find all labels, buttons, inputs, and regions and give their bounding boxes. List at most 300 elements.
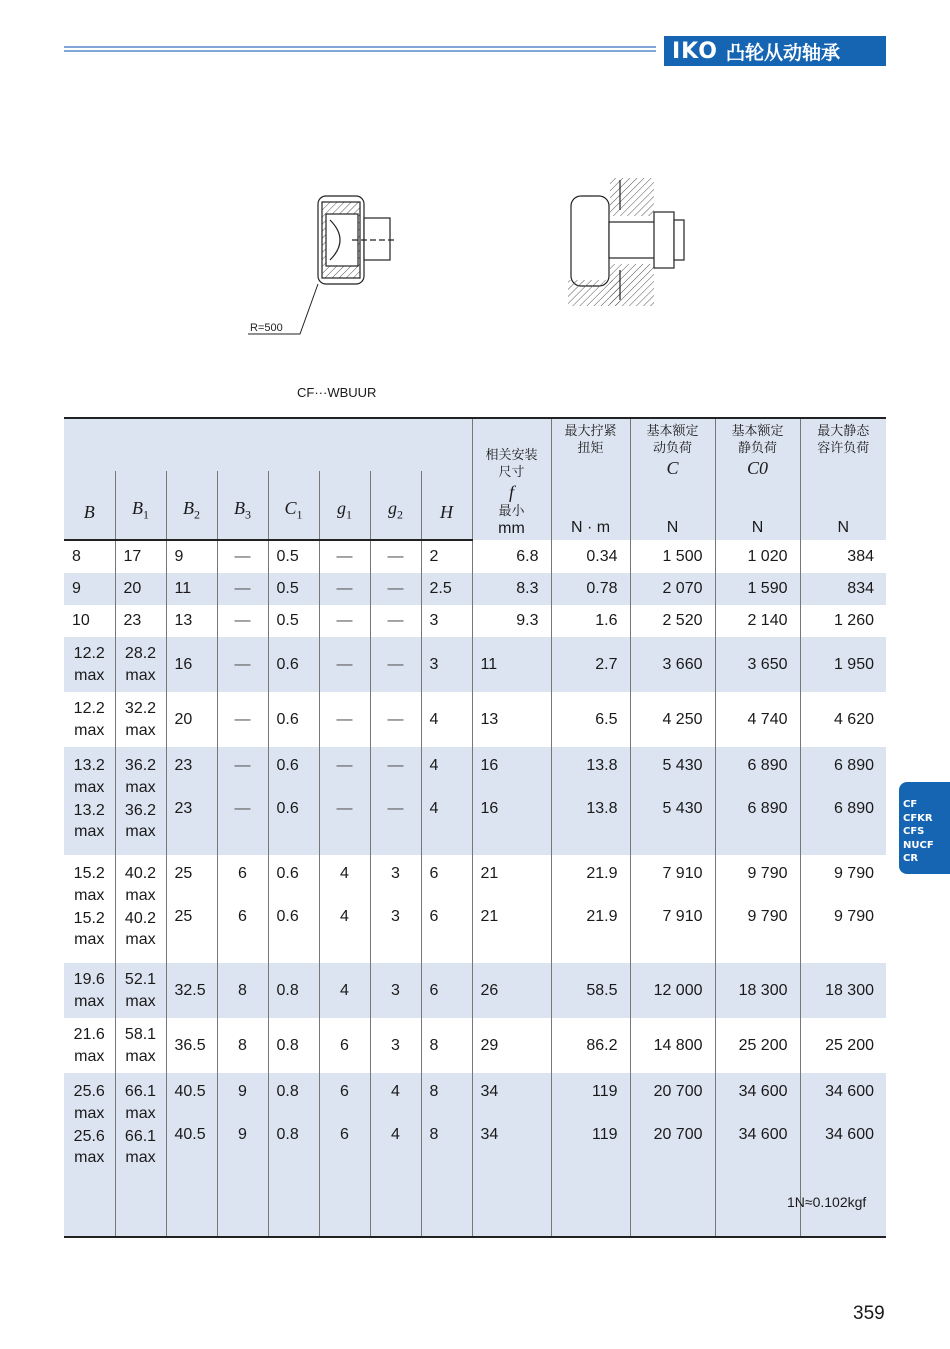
table-cell xyxy=(319,637,370,692)
table-cell xyxy=(166,747,217,855)
table-cell xyxy=(715,963,800,1018)
cell-value: 0.78 xyxy=(586,580,618,597)
cell-value: 20 700 xyxy=(653,1126,703,1143)
col-header-dynamic-load: 基本额定 动负荷 C N xyxy=(630,418,715,540)
cell-value: 18 300 xyxy=(738,981,788,999)
drawing-caption: CF···WBUUR xyxy=(297,385,377,400)
table-cell xyxy=(64,605,115,637)
table-cell xyxy=(64,637,115,692)
header-rule xyxy=(64,46,656,54)
table-cell xyxy=(115,963,166,1018)
cell-dash: — xyxy=(336,800,353,817)
cell-dash: — xyxy=(234,710,251,728)
cell-dash: — xyxy=(234,800,251,817)
table-cell xyxy=(115,540,166,573)
cell-value: 0.6 xyxy=(276,865,299,882)
table-cell xyxy=(715,637,800,692)
header-blank xyxy=(64,418,472,471)
cell-dash: — xyxy=(336,612,353,629)
table-cell xyxy=(630,963,715,1018)
table-cell xyxy=(217,855,268,963)
table-cell xyxy=(630,1073,715,1237)
table-cell xyxy=(268,540,319,573)
cell-value: 15.2 xyxy=(73,865,105,882)
table-row xyxy=(64,573,886,605)
cell-value: 6 890 xyxy=(833,757,874,774)
table-cell xyxy=(268,573,319,605)
cell-value: 0.8 xyxy=(276,981,299,999)
table-cell xyxy=(166,637,217,692)
table-cell xyxy=(630,637,715,692)
table-cell xyxy=(630,605,715,637)
cell-value: 40.2 xyxy=(124,865,157,882)
cell-value: 119 xyxy=(591,1083,618,1100)
table-cell xyxy=(630,1018,715,1073)
side-tab-item: CFKR xyxy=(903,812,933,824)
table-cell xyxy=(472,637,551,692)
table-cell xyxy=(800,1018,886,1073)
table-cell xyxy=(268,637,319,692)
cell-dash: — xyxy=(387,757,404,774)
cell-value: 9 xyxy=(238,1083,247,1100)
cell-value: 0.34 xyxy=(586,547,618,565)
cell-value: 8.3 xyxy=(516,580,539,597)
cell-dash: — xyxy=(336,548,353,565)
cell-value: 0.5 xyxy=(276,580,299,597)
cell-value: 4 xyxy=(429,757,439,774)
table-cell xyxy=(64,540,115,573)
cell-value: 0.8 xyxy=(276,1083,299,1100)
cell-value: 12.2 xyxy=(73,700,105,717)
col-header-B2: $B_2$ xyxy=(166,471,217,540)
cell-value: 19.6 xyxy=(73,971,105,988)
cell-value: 4 xyxy=(340,981,349,999)
table-row xyxy=(64,637,886,692)
cell-value: 32.2 xyxy=(124,700,157,717)
table-cell xyxy=(115,855,166,963)
header-banner xyxy=(664,36,886,66)
table-row xyxy=(64,963,886,1018)
table-cell xyxy=(370,963,421,1018)
col-header-B: B xyxy=(64,471,115,540)
table-cell xyxy=(166,605,217,637)
page-title: 凸轮从动轴承 xyxy=(725,41,840,64)
cell-value: 16 xyxy=(480,757,499,774)
table-cell xyxy=(715,1018,800,1073)
cell-dash: — xyxy=(387,580,404,597)
cell-value: 4 740 xyxy=(747,710,788,728)
cell-dash: — xyxy=(387,612,404,629)
table-cell xyxy=(319,855,370,963)
cell-value: 58.5 xyxy=(586,981,618,999)
table-cell xyxy=(64,963,115,1018)
cell-value: 8 xyxy=(238,1036,247,1054)
table-cell xyxy=(715,573,800,605)
cell-dash: — xyxy=(336,710,353,728)
cell-value: 9 xyxy=(72,580,81,597)
col-header-B3: $B_3$ xyxy=(217,471,268,540)
cell-value: 2.5 xyxy=(429,580,452,597)
table-cell xyxy=(370,637,421,692)
cell-value: 21 xyxy=(480,908,499,925)
table-cell xyxy=(319,1018,370,1073)
cross-section-drawing xyxy=(248,196,396,334)
cell-value: 4 xyxy=(340,865,349,882)
table-cell xyxy=(472,1018,551,1073)
cell-value: 6 xyxy=(429,981,439,999)
table-cell xyxy=(421,1018,472,1073)
cell-max-label: max xyxy=(125,778,156,796)
cell-value: 3 660 xyxy=(662,655,703,673)
table-cell xyxy=(217,963,268,1018)
cell-value: 3 xyxy=(391,865,400,882)
cell-value: 0.6 xyxy=(276,908,299,925)
cell-dash: — xyxy=(234,548,251,565)
cell-max-label: max xyxy=(125,666,156,684)
table-cell xyxy=(551,855,630,963)
table-cell xyxy=(217,692,268,747)
cell-value: 3 xyxy=(429,612,439,629)
cell-value: 15.2 xyxy=(73,909,105,927)
cell-value: 6 xyxy=(340,1126,349,1143)
cell-value: 34 xyxy=(480,1126,499,1143)
table-cell xyxy=(115,605,166,637)
cell-dash: — xyxy=(336,580,353,597)
bearing-drawings xyxy=(0,150,950,400)
table-cell xyxy=(115,747,166,855)
cell-value: 2 520 xyxy=(662,612,703,629)
cell-value: 34 xyxy=(480,1083,499,1100)
table-cell xyxy=(319,692,370,747)
table-cell xyxy=(800,573,886,605)
cell-value: 21.6 xyxy=(73,1026,105,1043)
col-header-g2: $g_2$ xyxy=(370,471,421,540)
table-cell xyxy=(630,747,715,855)
table-cell xyxy=(472,540,551,573)
cell-value: 4 xyxy=(429,710,439,728)
table-cell xyxy=(715,692,800,747)
cell-value: 34 600 xyxy=(825,1126,874,1143)
cell-value: 6 890 xyxy=(833,800,874,817)
table-cell xyxy=(370,605,421,637)
cell-value: 21.9 xyxy=(586,865,618,882)
cell-value: 58.1 xyxy=(124,1026,157,1043)
cell-max-label: max xyxy=(125,931,156,948)
table-row xyxy=(64,540,886,573)
cell-value: 8 xyxy=(238,981,247,999)
cell-value: 8 xyxy=(429,1126,439,1143)
table-cell xyxy=(64,1073,115,1237)
table-cell xyxy=(217,573,268,605)
table-cell xyxy=(115,573,166,605)
table-cell xyxy=(715,540,800,573)
cell-dash: — xyxy=(234,655,251,673)
cell-value: 36.2 xyxy=(124,757,157,774)
cell-max-label: max xyxy=(74,1104,105,1122)
table-row xyxy=(64,1018,886,1073)
cell-value: 8 xyxy=(429,1083,439,1100)
cell-value: 6 xyxy=(238,865,247,882)
table-cell xyxy=(800,963,886,1018)
table-cell xyxy=(166,573,217,605)
cell-value: 52.1 xyxy=(124,971,157,988)
table-cell xyxy=(630,540,715,573)
cell-value: 40.5 xyxy=(174,1083,206,1100)
cell-value: 86.2 xyxy=(586,1036,618,1054)
cell-value: 20 xyxy=(123,580,142,597)
table-cell xyxy=(370,1018,421,1073)
table-cell xyxy=(64,692,115,747)
table-cell xyxy=(370,855,421,963)
cell-value: 1 590 xyxy=(747,580,788,597)
cell-value: 23 xyxy=(123,612,142,629)
cell-dash: — xyxy=(234,757,251,774)
cell-value: 3 650 xyxy=(747,655,788,673)
cell-value: 4 620 xyxy=(833,710,874,728)
side-index-tab[interactable] xyxy=(899,782,950,874)
cell-max-label: max xyxy=(74,992,105,1010)
mounting-drawing xyxy=(568,178,684,306)
cell-value: 12 000 xyxy=(653,981,703,999)
table-row xyxy=(64,692,886,747)
table-cell xyxy=(166,1073,217,1237)
cell-value: 4 xyxy=(340,908,349,925)
cell-value: 9 790 xyxy=(833,865,874,882)
cell-value: 3 xyxy=(391,908,400,925)
table-cell xyxy=(472,747,551,855)
table-cell xyxy=(421,1073,472,1237)
cell-value: 13.2 xyxy=(73,757,105,774)
table-cell xyxy=(551,573,630,605)
cell-max-label: max xyxy=(74,666,105,684)
cell-value: 13 xyxy=(174,612,193,629)
cell-value: 8 xyxy=(72,548,81,565)
cell-value: 18 300 xyxy=(825,981,874,999)
table-cell xyxy=(800,692,886,747)
table-cell xyxy=(421,637,472,692)
table-cell xyxy=(472,692,551,747)
cell-value: 16 xyxy=(174,655,193,673)
cell-value: 2 070 xyxy=(662,580,703,597)
side-tab-item: CFS xyxy=(903,826,925,837)
cell-value: 66.1 xyxy=(124,1127,157,1145)
side-tab-item: CR xyxy=(903,853,919,864)
cell-value: 3 xyxy=(391,981,400,999)
table-cell xyxy=(370,1073,421,1237)
cell-dash: — xyxy=(387,800,404,817)
cell-max-label: max xyxy=(74,1149,105,1166)
table-cell xyxy=(551,637,630,692)
cell-value: 29 xyxy=(480,1036,499,1054)
cell-value: 9 xyxy=(174,548,184,565)
cell-value: 25 xyxy=(174,908,193,925)
cell-value: 0.5 xyxy=(276,612,299,629)
cell-value: 25 200 xyxy=(738,1036,788,1054)
cell-value: 8 xyxy=(429,1036,439,1054)
cell-value: 6 xyxy=(238,908,247,925)
cell-dash: — xyxy=(336,655,353,673)
table-cell xyxy=(630,692,715,747)
table-cell xyxy=(115,637,166,692)
col-header-B1: $B_1$ xyxy=(115,471,166,540)
cell-value: 16 xyxy=(480,800,499,817)
cell-value: 36.5 xyxy=(174,1036,206,1054)
table-cell xyxy=(630,573,715,605)
cell-value: 34 600 xyxy=(738,1083,788,1100)
table-cell xyxy=(115,1073,166,1237)
cell-value: 4 xyxy=(429,800,439,817)
table-cell xyxy=(166,855,217,963)
table-cell xyxy=(64,1018,115,1073)
cell-max-label: max xyxy=(74,823,105,840)
table-cell xyxy=(217,747,268,855)
cell-value: 0.6 xyxy=(276,655,299,673)
cell-value: 5 430 xyxy=(662,757,703,774)
cell-value: 13.8 xyxy=(586,757,618,774)
col-header-max-static-load: 最大静态 容许负荷 N xyxy=(800,418,886,540)
cell-value: 14 800 xyxy=(653,1036,703,1054)
cell-value: 6 xyxy=(340,1036,349,1054)
table-row xyxy=(64,747,886,855)
table-cell xyxy=(217,605,268,637)
table-cell xyxy=(166,963,217,1018)
cell-value: 9 790 xyxy=(747,865,788,882)
table-cell xyxy=(472,605,551,637)
cell-value: 1.6 xyxy=(595,612,618,629)
cell-value: 6 xyxy=(340,1083,349,1100)
table-cell xyxy=(166,1018,217,1073)
table-cell xyxy=(800,540,886,573)
cell-value: 40.5 xyxy=(174,1126,206,1143)
cell-value: 12.2 xyxy=(73,645,105,662)
cell-value: 0.5 xyxy=(276,548,299,565)
cell-max-label: max xyxy=(74,1047,105,1065)
radius-label: R=500 xyxy=(250,322,283,334)
table-cell xyxy=(319,963,370,1018)
cell-max-label: max xyxy=(74,886,105,904)
cell-dash: — xyxy=(336,757,353,774)
cell-value: 3 xyxy=(429,655,439,673)
cell-value: 1 260 xyxy=(833,612,874,629)
col-header-torque: 最大拧紧 扭矩 N · m xyxy=(551,418,630,540)
table-cell xyxy=(217,1073,268,1237)
cell-value: 9 xyxy=(238,1126,247,1143)
cell-value: 25.6 xyxy=(73,1083,105,1100)
table-cell xyxy=(630,855,715,963)
table-cell xyxy=(268,963,319,1018)
table-cell xyxy=(421,963,472,1018)
cell-value: 23 xyxy=(174,757,193,774)
cell-value: 32.5 xyxy=(174,981,206,999)
table-cell xyxy=(551,540,630,573)
cell-dash: — xyxy=(387,655,404,673)
cell-value: 9.3 xyxy=(516,612,539,629)
table-cell xyxy=(319,1073,370,1237)
cell-value: 0.8 xyxy=(276,1036,299,1054)
table-cell xyxy=(268,1073,319,1237)
cell-value: 34 600 xyxy=(825,1083,874,1100)
table-cell xyxy=(472,1073,551,1237)
table-cell xyxy=(551,747,630,855)
cell-value: 0.6 xyxy=(276,800,299,817)
col-header-f: 相关安装 尺寸 f 最小 mm xyxy=(472,418,551,540)
cell-max-label: max xyxy=(74,931,105,948)
table-cell xyxy=(800,1073,886,1237)
cell-value: 1 500 xyxy=(662,547,703,565)
cell-max-label: max xyxy=(125,1104,156,1122)
cell-value: 1 020 xyxy=(747,547,788,565)
cell-value: 36.2 xyxy=(124,801,157,819)
cell-value: 834 xyxy=(847,580,874,597)
table-cell xyxy=(472,963,551,1018)
table-cell xyxy=(319,540,370,573)
table-cell xyxy=(472,855,551,963)
table-cell xyxy=(800,605,886,637)
table-cell xyxy=(268,605,319,637)
cell-value: 6.5 xyxy=(595,710,618,728)
table-cell xyxy=(217,1018,268,1073)
table-cell xyxy=(551,1073,630,1237)
cell-value: 4 xyxy=(391,1083,400,1100)
table-cell xyxy=(217,540,268,573)
table-cell xyxy=(115,1018,166,1073)
table-row xyxy=(64,605,886,637)
table-cell xyxy=(551,963,630,1018)
table-cell xyxy=(715,747,800,855)
table-cell xyxy=(715,605,800,637)
col-header-static-load: 基本额定 静负荷 C0 N xyxy=(715,418,800,540)
cell-value: 11 xyxy=(174,580,192,597)
cell-value: 23 xyxy=(174,800,193,817)
table-cell xyxy=(551,692,630,747)
cell-value: 2 xyxy=(429,548,439,565)
table-cell xyxy=(715,1073,800,1237)
unit-note: 1N≈0.102kgf xyxy=(787,1194,867,1210)
table-cell xyxy=(551,1018,630,1073)
cell-value: 7 910 xyxy=(662,865,703,882)
table-cell xyxy=(268,1018,319,1073)
side-tab-item: NUCF xyxy=(903,839,934,851)
table-cell xyxy=(421,747,472,855)
cell-dash: — xyxy=(387,548,404,565)
cell-value: 21.9 xyxy=(586,908,618,925)
cell-value: 9 790 xyxy=(747,908,788,925)
cell-value: 4 250 xyxy=(662,710,703,728)
table-cell xyxy=(319,605,370,637)
table-cell xyxy=(715,855,800,963)
cell-value: 6 xyxy=(429,908,439,925)
cell-value: 384 xyxy=(847,547,874,565)
cell-value: 6 xyxy=(429,865,439,882)
cell-value: 4 xyxy=(391,1126,400,1143)
table-cell xyxy=(319,747,370,855)
table-cell xyxy=(800,855,886,963)
table-cell xyxy=(64,573,115,605)
table-cell xyxy=(166,540,217,573)
cell-value: 20 xyxy=(174,710,193,728)
cell-value: 10 xyxy=(72,612,90,629)
table-cell xyxy=(370,692,421,747)
col-header-H: H xyxy=(421,471,472,540)
cell-value: 40.2 xyxy=(124,909,157,927)
cell-value: 2 140 xyxy=(747,612,788,629)
cell-value: 6 890 xyxy=(747,800,788,817)
table-cell xyxy=(217,637,268,692)
cell-max-label: max xyxy=(74,721,105,739)
cell-value: 0.8 xyxy=(276,1126,299,1143)
cell-value: 13.8 xyxy=(586,800,618,817)
cell-value: 13 xyxy=(480,710,499,728)
